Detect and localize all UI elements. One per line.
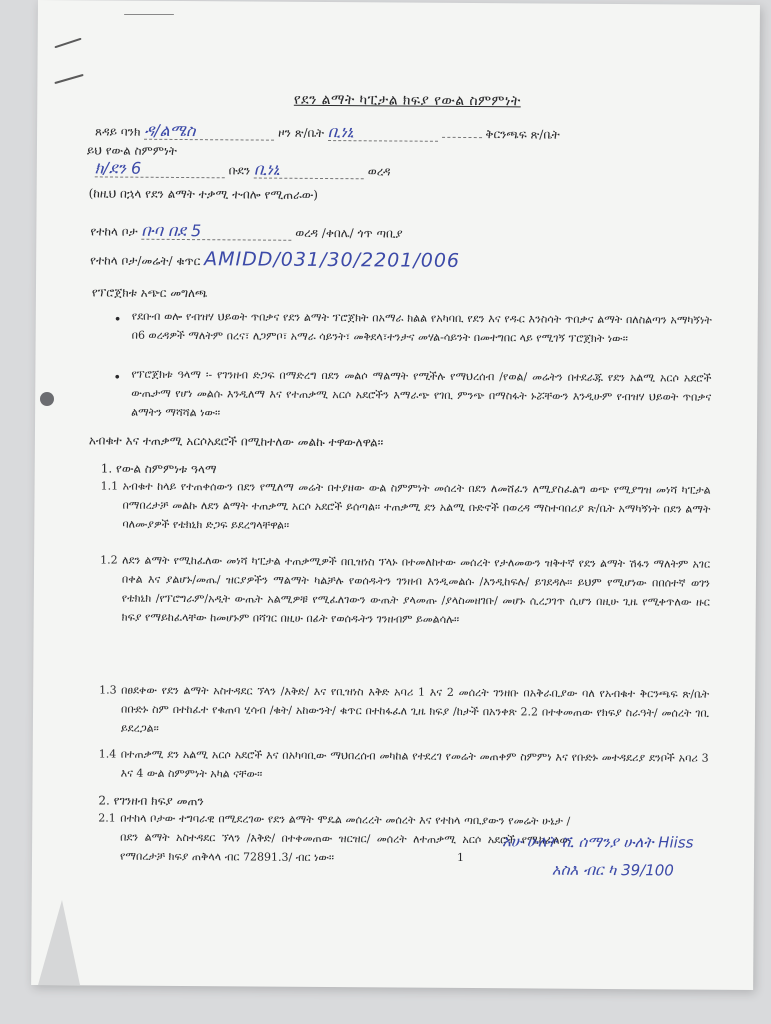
contract-label: ይህ የውል ስምምነት [86, 143, 177, 158]
item-number: 1.2 [100, 553, 118, 567]
office-label: ቅርንጫፍ ጽ/ቤት [485, 127, 560, 142]
budin-value: ቢነኒ [254, 162, 364, 180]
document-page [31, 0, 760, 990]
item-1-3: በፀደቀው የደን ልማት አስተዳደር ኘላን /እቅድ/ እና የቢዝነስ እቅድ አባሪ 1 እና 2 መሰረት ገንዘቡ በአቅራቢያው ባለ የአብቁተ ቅርንጫፍ ጽ/ቤት በቡድኑ ስም በተከፈተ የቁጠባ ሂሳብ /ቁት/ አከውንት/ ቁጥር በተከፋፈለ ጊዜ ክፍያ /ከታች በአንቀጽ 2.2 በተቀመጠው የክፍያ ስራዓት/ መሰረት ገቢ ይደረጋል። [120, 683, 710, 735]
bullet-icon: • [113, 370, 122, 386]
budin-label: ቡደን [228, 163, 251, 178]
section-2-heading: 2. የገንዘብ ክፍያ መጠን [98, 793, 204, 809]
kebele-line [95, 160, 391, 179]
item-number: 1.3 [99, 683, 117, 697]
bullet-icon: • [113, 312, 122, 328]
item-1-2: ለደን ልማት የሚከፈለው መነሻ ካፒታል ተጠቃሚዎች በቢዝነስ ፕላኑ በተመለከተው መሰረት የታለመውን ዝቅተኛ የደን ልማት ሽፋን ማለትም አገር በቀል እና ያልሆኑ/መጤ/ ዝርያዎችን ማልማት ካልቻሉ የወሰዱትን ገንዘብ እንዲመልሱ /እንዲከፍሉ/ ይገደዳሉ። ይህም የሚሆነው በበሰተኛ ወገን የቴክኒክ /የፕሮግራም/አዲት ውጤት አልሚዎቹ የሚፈለገውን ውጤት ያላመጡ /ያላስመዘገቡ/ መሆኑ ሲረጋገጥ ሲሆን በዚሁ ጊዜ የሚቀጥለው ዙር ክፍያ የማይከፈላቸው ከመሆኑም በሻገር በዚሁ በፊት የወሰዱትን ገንዘብም ይመልሳሉ። [121, 553, 711, 626]
land-label: የተከላ ቦታ/መሬት/ ቁጥር [90, 253, 201, 269]
binder-mark [124, 14, 174, 15]
item-number: 2.1 [98, 811, 116, 825]
intro-text: አብቁተ እና ተጠቃሚ አርሶአደሮች በሚከተለው መልኩ ተዋውለዋል። [88, 433, 384, 450]
item-number: 1.4 [98, 747, 117, 761]
zone-value: ቢነኒ [328, 124, 438, 142]
project-heading: የፕሮጀክቱ አጭር መግለጫ [91, 285, 208, 301]
bullet-paragraph-2: የፕሮጀክቱ ዓላማ ፡- የገንዘብ ድጋፍ በማድረግ በደን መልሶ ማልማት የሚችሉ የማህረሰብ /የወል/ መሬትን በተደራጁ የደን አልሚ አርሶ አደሮች ውጤታማ የሆነ መልሱ እንዲለማ እና የተጠቃሚ አርሶ አደሮችን እማራጭ የገቢ ምንጭ በማስፋት ኑሯቸውን እንዲሁም የብዝሃ ህይወት ጥበቃና ልማትን ማሻሻል ነው። [131, 367, 712, 420]
bullet-paragraph-1: የደቡብ ወሎ የብዝሃ ህይወት ጥበቃና የደን ልማት ፕሮጀክት በአማራ ክልል የአካባቢ የደን እና የዱር እንስሳት ጥበቃና ልማት በለስልጣን አማካኝነት በ6 ወረዳዎች ማለትም በረና፣ ለጋምቦ፣ አማራ ሳይንት፣ መቅደላ፣ተንታና መሃል-ሳይንት በመተግበር ላይ የሚገኝ ፕሮጀክት ነው። [131, 309, 712, 346]
item-2-1: በተከላ ቦታው ተግባራዊ በሚደረገው የደን ልማት ሞዴል መሰረረት መሰረት እና የተከላ ጣቢያውን የመሬት ሁኔታ /በደን ልማት አስተዳደር ኘላን /እቅድ/ በተቀመጠው ዝርዝር/ መሰረት ለተጠቃሚ አርሶ አደሮች የሚከፈለው የማበረታቻ ክፍያ ጠቅላላ ብር 72891.3/ ብር ነው። [119, 811, 571, 865]
zone-blank [442, 137, 482, 138]
punch-hole [40, 392, 54, 406]
zone-label: ዞን ጽ/ቤት [278, 125, 325, 140]
kebele-value: ክ/ደን 6 [95, 160, 225, 178]
address-rest: ወረዳ /ቀበሌ/ ጎጥ ጣቢያ [295, 225, 403, 241]
document-title: የደን ልማት ካፒታል ክፍያ የውል ስምምነት [293, 91, 521, 110]
address-label: የተከላ ቦታ [90, 224, 138, 239]
item-1-4: በተጠቃሚ ደን አልሚ አርሶ አደሮች እና በአካባቢው ማህበረሰብ መካከል የተደረገ የመሬት መጠቀም ስምምነ እና የቡድኑ መተዳደሪያ ደንቦች አባሪ 3 እና 4 ውል ስምምነት አካል ናቸው። [120, 747, 709, 781]
address-value: ቡባ በደ 5 [141, 223, 291, 241]
page-number: 1 [456, 850, 465, 864]
bank-value: ዳ/ልሜስ [144, 123, 274, 141]
section-1-heading: 1. የውል ስምምነቱ ዓላማ [100, 461, 217, 477]
land-value: AMIDD/031/30/2201/006 [204, 248, 461, 272]
item-1-1: አብቁተ ከላይ የተጠቀሰውን በደን የሚለማ መሬት በተያዘው ውል ስምምነት መሰረት በደን ለመሸፈን ለሚያስፈልግ ወጭ የሚያግዝ መነሻ ካፒታል በማበረታቻ መልኩ ለደን ልማት ተጠቃሚ አርሶ አደሮች ይሰጣል። ተጠቃሚ ደን አልሚ ቡድኖች በወረዳ ማስተባበሪያ ጽ/ቤት አማካኝነት በደን ልማት ባለሙያዎች የቴክኒክ ድጋፍ ይደረግላቸዋል። [122, 479, 711, 532]
hereinafter-note: (ከዚህ በኋላ የደን ልማት ተቃሚ ተብሎ የሚጠራው) [88, 186, 319, 202]
woreda-label: ወረዳ [367, 164, 391, 179]
party-line [95, 122, 560, 142]
address-line [90, 222, 402, 241]
land-line [90, 250, 460, 271]
bank-prefix: ጸዳይ ባንክ [95, 124, 141, 139]
handwritten-amount-cents: አስእ ብር ካ 39/100 [551, 860, 674, 880]
handwritten-amount-words: አሁ ሁለት ሺ ሰማንያ ሁለት Hiiss [502, 832, 694, 852]
item-number: 1.1 [100, 479, 119, 493]
